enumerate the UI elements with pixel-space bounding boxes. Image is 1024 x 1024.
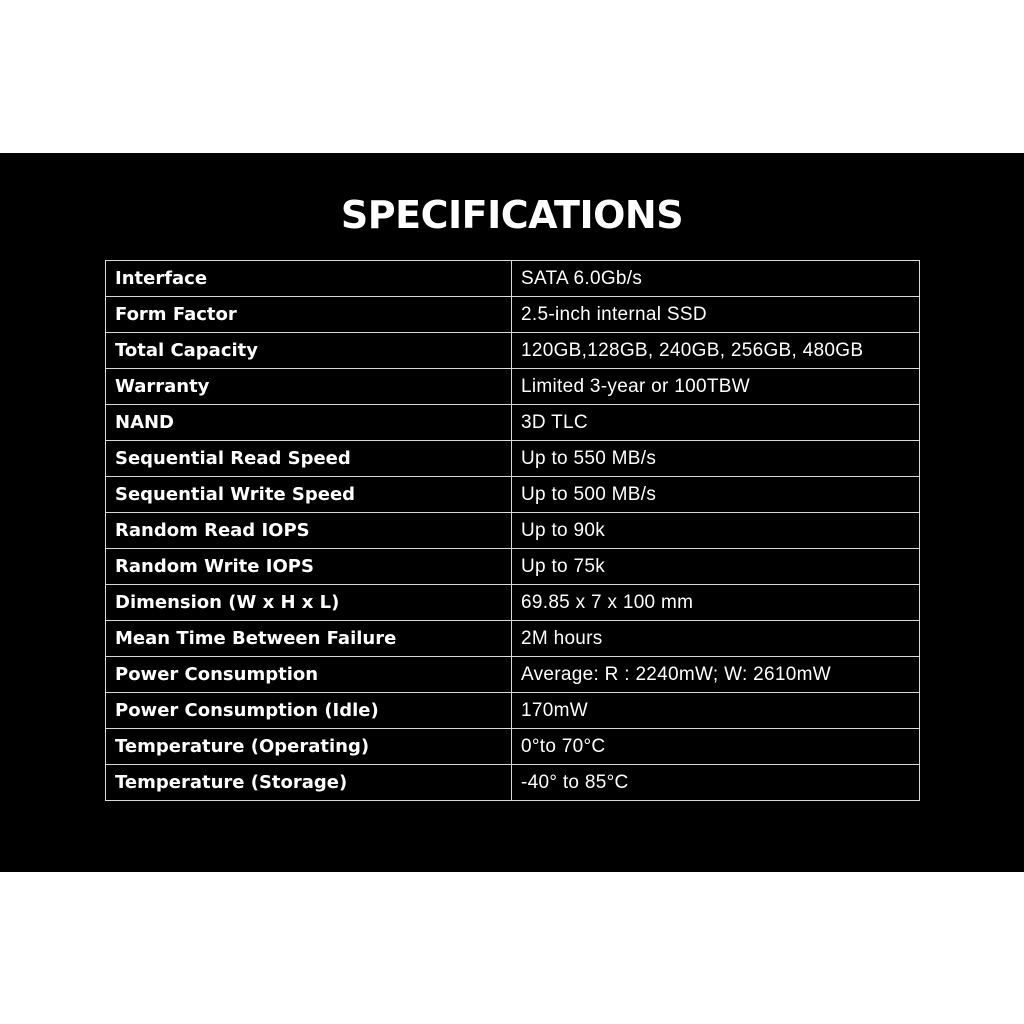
table-row bbox=[106, 765, 920, 801]
table-row bbox=[106, 297, 920, 333]
table-row bbox=[106, 441, 920, 477]
spec-value: Up to 75k bbox=[512, 549, 920, 585]
table-row bbox=[106, 549, 920, 585]
spec-label: Temperature (Operating) bbox=[106, 729, 512, 765]
table-row bbox=[106, 585, 920, 621]
spec-value: -40° to 85°C bbox=[512, 765, 920, 801]
spec-label: Sequential Write Speed bbox=[106, 477, 512, 513]
spec-label: NAND bbox=[106, 405, 512, 441]
table-row bbox=[106, 693, 920, 729]
spec-table bbox=[105, 260, 920, 801]
page-title: SPECIFICATIONS bbox=[340, 193, 684, 237]
spec-label: Random Write IOPS bbox=[106, 549, 512, 585]
spec-value: 2M hours bbox=[512, 621, 920, 657]
table-row bbox=[106, 621, 920, 657]
spec-value: 69.85 x 7 x 100 mm bbox=[512, 585, 920, 621]
spec-value: Up to 550 MB/s bbox=[512, 441, 920, 477]
table-row bbox=[106, 369, 920, 405]
table-row bbox=[106, 261, 920, 297]
spec-label: Total Capacity bbox=[106, 333, 512, 369]
spec-value: 170mW bbox=[512, 693, 920, 729]
spec-label: Mean Time Between Failure bbox=[106, 621, 512, 657]
spec-label: Power Consumption (Idle) bbox=[106, 693, 512, 729]
spec-value: Average: R : 2240mW; W: 2610mW bbox=[512, 657, 920, 693]
spec-label: Interface bbox=[106, 261, 512, 297]
spec-label: Dimension (W x H x L) bbox=[106, 585, 512, 621]
spec-label: Warranty bbox=[106, 369, 512, 405]
spec-value: Limited 3-year or 100TBW bbox=[512, 369, 920, 405]
spec-value: SATA 6.0Gb/s bbox=[512, 261, 920, 297]
spec-label: Random Read IOPS bbox=[106, 513, 512, 549]
spec-value: Up to 500 MB/s bbox=[512, 477, 920, 513]
spec-label: Temperature (Storage) bbox=[106, 765, 512, 801]
table-row bbox=[106, 729, 920, 765]
spec-value: 2.5-inch internal SSD bbox=[512, 297, 920, 333]
spec-value: 120GB,128GB, 240GB, 256GB, 480GB bbox=[512, 333, 920, 369]
table-row bbox=[106, 477, 920, 513]
table-row bbox=[106, 657, 920, 693]
table-row bbox=[106, 333, 920, 369]
spec-value: 0°to 70°C bbox=[512, 729, 920, 765]
spec-label: Form Factor bbox=[106, 297, 512, 333]
spec-value: 3D TLC bbox=[512, 405, 920, 441]
spec-value: Up to 90k bbox=[512, 513, 920, 549]
spec-label: Power Consumption bbox=[106, 657, 512, 693]
table-row bbox=[106, 513, 920, 549]
table-row bbox=[106, 405, 920, 441]
spec-label: Sequential Read Speed bbox=[106, 441, 512, 477]
spec-table-body bbox=[106, 261, 920, 801]
